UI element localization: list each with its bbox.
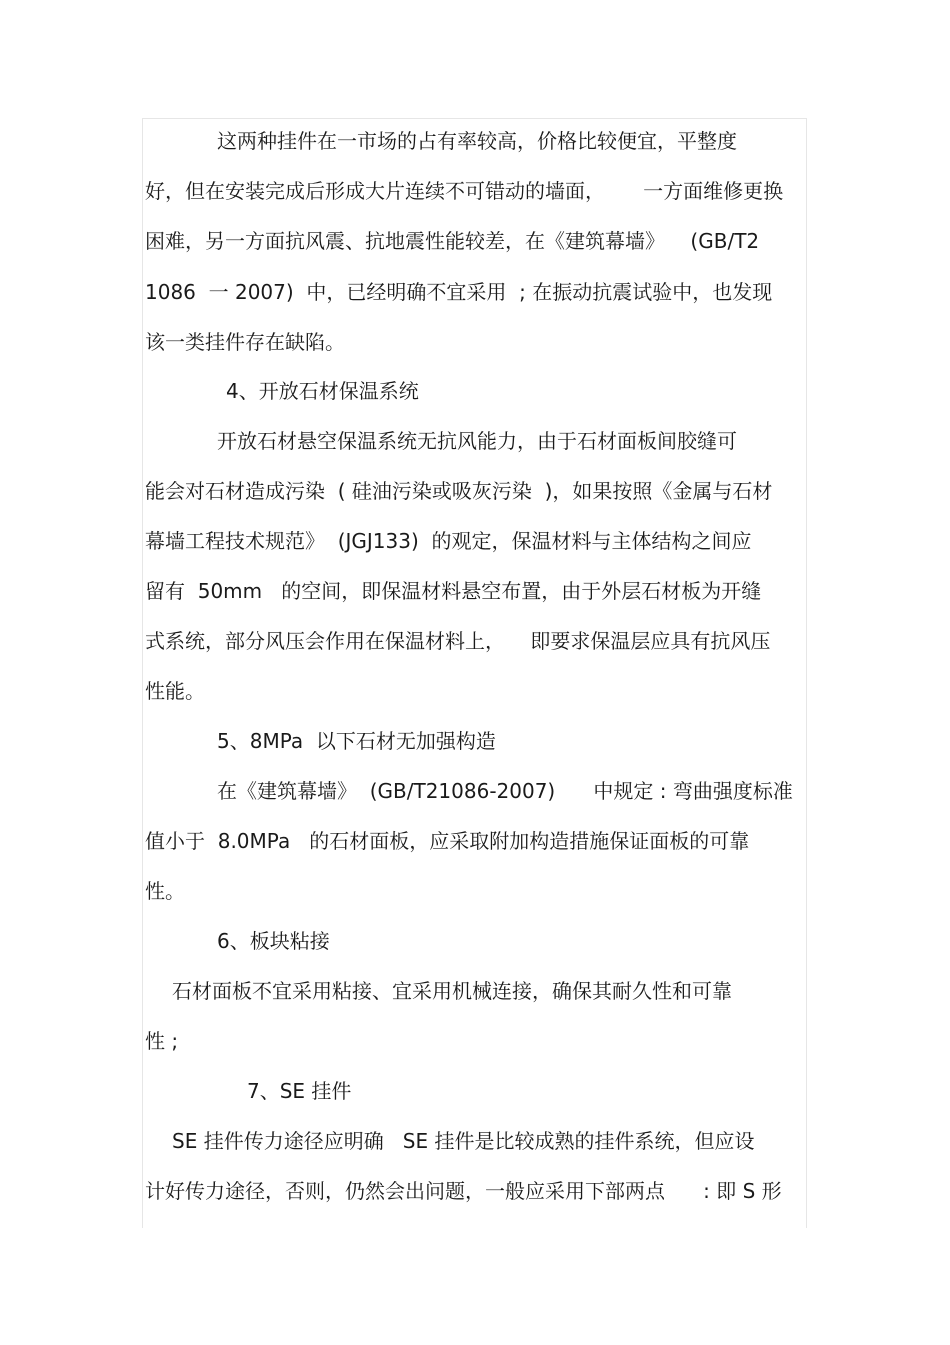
section-heading: 4、开放石材保温系统: [226, 379, 419, 403]
text-line: 值小于 8.0MPa 的石材面板，应采取附加构造措施保证面板的可靠: [145, 829, 750, 853]
text-line: 性 ;: [145, 1029, 179, 1053]
text-line: 这两种挂件在一市场的占有率较高，价格比较便宜，平整度: [217, 129, 737, 153]
text-line: 性能。: [145, 679, 205, 703]
text-line: 石材面板不宜采用粘接、宜采用机械连接，确保其耐久性和可靠: [172, 979, 732, 1003]
text-line: 该一类挂件存在缺陷。: [145, 330, 345, 354]
text-line: 1086 一 2007) 中，已经明确不宜采用 ; 在振动抗震试验中，也发现: [145, 280, 773, 304]
text-line: 好，但在安装完成后形成大片连续不可错动的墙面， 一方面维修更换: [145, 179, 784, 203]
text-line: 计好传力途径，否则，仍然会出问题，一般应采用下部两点 : 即 S 形: [145, 1179, 782, 1203]
text-line: 幕墙工程技术规范》 (JGJ133) 的观定，保温材料与主体结构之间应: [145, 529, 752, 553]
text-line: SE 挂件传力途径应明确 SE 挂件是比较成熟的挂件系统，但应设: [172, 1129, 755, 1153]
text-line: 式系统，部分风压会作用在保温材料上， 即要求保温层应具有抗风压: [145, 629, 771, 653]
text-line: 能会对石材造成污染 ( 硅油污染或吸灰污染 )，如果按照《金属与石材: [145, 479, 773, 503]
section-heading: 6、板块粘接: [217, 929, 330, 953]
section-heading: 5、8MPa 以下石材无加强构造: [217, 729, 496, 753]
text-line: 开放石材悬空保温系统无抗风能力，由于石材面板间胶缝可: [217, 429, 737, 453]
text-line: 性。: [145, 879, 185, 903]
text-line: 困难，另一方面抗风震、抗地震性能较差，在《建筑幕墙》 (GB/T2: [145, 229, 760, 253]
text-line: 在《建筑幕墙》 (GB/T21086-2007) 中规定 : 弯曲强度标准: [217, 779, 793, 803]
text-line: 留有 50mm 的空间，即保温材料悬空布置，由于外层石材板为开缝: [145, 579, 762, 603]
section-heading: 7、SE 挂件: [247, 1079, 352, 1103]
